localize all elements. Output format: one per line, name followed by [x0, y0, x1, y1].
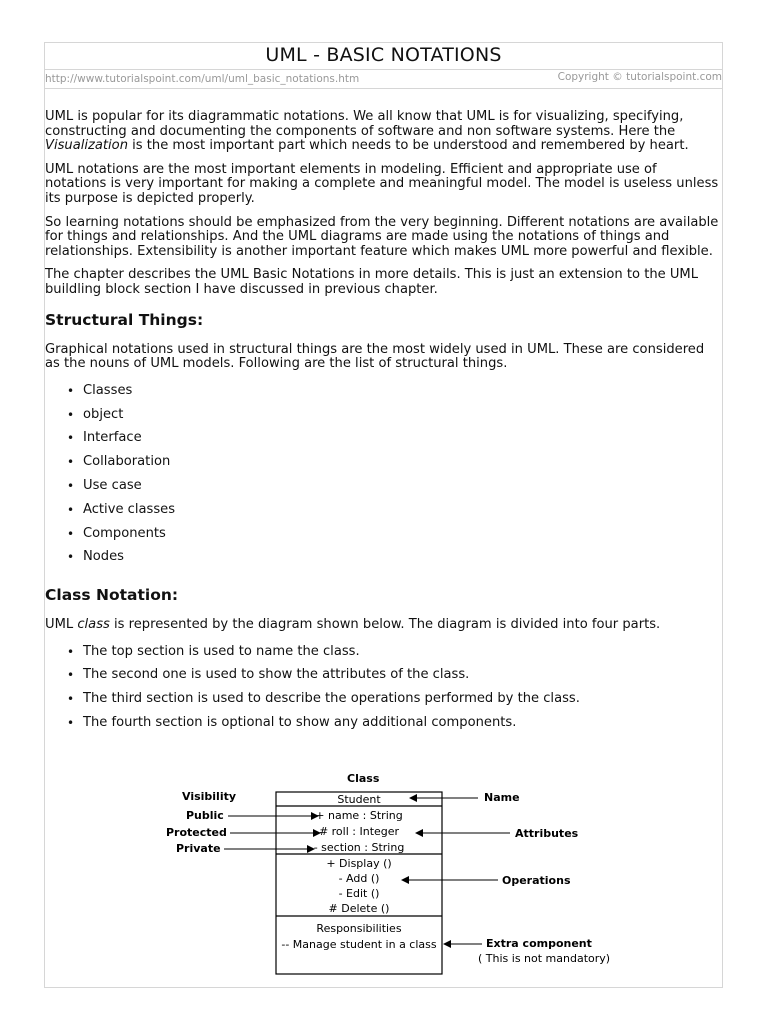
- structural-things-list: [45, 384, 721, 574]
- operation: # Delete (): [328, 902, 390, 915]
- private-label: Private: [176, 842, 221, 855]
- operation: - Edit (): [338, 887, 380, 900]
- protected-label: Protected: [166, 826, 227, 839]
- name-label: Name: [484, 791, 520, 804]
- class-notation-list: [45, 645, 721, 740]
- attribute-private: - section : String: [313, 841, 405, 854]
- intro-paragraph-1: UML is popular for its diagrammatic notations. We all know that UML is for visualizing, specifying, constructing and documenting the components of software and non software systems. Here the Visualization is the most important part which needs to be understood and remembered by heart.: [45, 109, 689, 154]
- class-name: Student: [337, 793, 381, 806]
- class-diagram: [160, 768, 610, 978]
- intro-paragraph-3: So learning notations should be emphasized from the very beginning. Different notations are available for things and relationships. And the UML diagrams are made using the notations of things and relationships. Extensibility is another important feature which makes UML more powerful and flexible.: [45, 214, 719, 259]
- responsibilities-title: Responsibilities: [316, 922, 402, 935]
- list-item: • The fourth section is optional to show any additional components.: [45, 716, 721, 740]
- attribute-public: + name : String: [315, 809, 403, 822]
- visibility-label: Visibility: [182, 790, 237, 803]
- operation: - Add (): [338, 872, 380, 885]
- class-notation-text: UML class is represented by the diagram shown below. The diagram is divided into four parts.: [45, 617, 661, 633]
- class-diagram-svg: [160, 768, 610, 978]
- class-notation-heading: Class Notation:: [45, 586, 179, 605]
- operation: + Display (): [326, 857, 392, 870]
- list-item: • Classes: [45, 384, 721, 408]
- attribute-protected: # roll : Integer: [318, 825, 400, 838]
- extra-component-note: ( This is not mandatory): [478, 952, 610, 965]
- class-label: Class: [347, 772, 380, 785]
- list-item: • Nodes: [45, 550, 721, 574]
- list-item: • The third section is used to describe the operations performed by the class.: [45, 692, 721, 716]
- article-body: [45, 110, 721, 752]
- extra-component-label: Extra component: [486, 937, 592, 950]
- operations-label: Operations: [502, 874, 571, 887]
- source-url[interactable]: http://www.tutorialspoint.com/uml/uml_basic_notations.htm: [45, 73, 360, 85]
- list-item: • Active classes: [45, 503, 721, 527]
- list-item: • The second one is used to show the attributes of the class.: [45, 668, 721, 692]
- responsibility-item: -- Manage student in a class: [281, 938, 437, 951]
- source-bar: [44, 71, 723, 89]
- list-item: • Collaboration: [45, 455, 721, 479]
- page-title: UML - BASIC NOTATIONS: [265, 44, 502, 66]
- list-item: • object: [45, 408, 721, 432]
- list-item: • Use case: [45, 479, 721, 503]
- attributes-label: Attributes: [515, 827, 579, 840]
- copyright-text: Copyright © tutorialspoint.com: [557, 71, 722, 83]
- structural-things-heading: Structural Things:: [45, 310, 204, 329]
- public-label: Public: [186, 809, 224, 822]
- intro-paragraph-4: The chapter describes the UML Basic Notations in more details. This is just an extension to the UML buildling block section I have discussed in previous chapter.: [45, 267, 699, 297]
- list-item: • The top section is used to name the class.: [45, 645, 721, 669]
- structural-things-text: Graphical notations used in structural things are the most widely used in UML. These are considered as the nouns of UML models. Following are the list of structural things.: [45, 341, 705, 372]
- list-item: • Components: [45, 527, 721, 551]
- intro-paragraph-2: UML notations are the most important elements in modeling. Efficient and appropriate use of notations is very important for making a complete and meaningful model. The model is useless unless its purpose is depicted properly.: [45, 161, 719, 206]
- list-item: • Interface: [45, 431, 721, 455]
